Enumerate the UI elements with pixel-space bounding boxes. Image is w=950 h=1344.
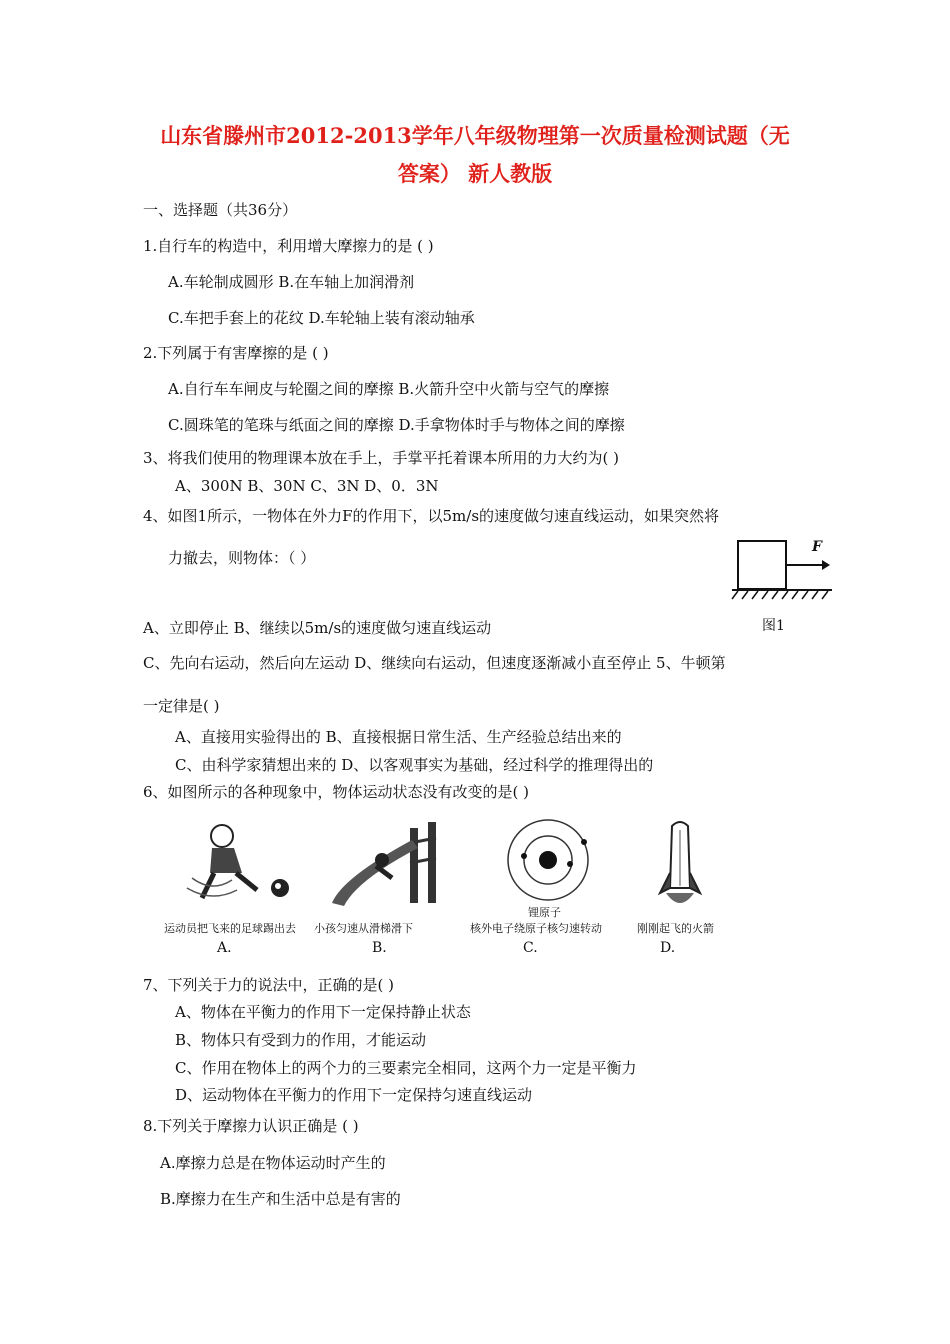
q4-options-cd: C、先向右运动，然后向左运动 D、继续向右运动，但速度逐渐减小直至停止 5、牛顿第 — [143, 654, 726, 672]
q7-option-b: B、物体只有受到力的作用，才能运动 — [175, 1031, 427, 1049]
page-title-line1: 山东省滕州市2012-2013学年八年级物理第一次质量检测试题（无 — [160, 123, 790, 148]
picture-a-letter: A. — [217, 940, 232, 956]
picture-c-caption: 核外电子绕原子核匀速转动 — [470, 922, 602, 935]
q2-stem: 2.下列属于有害摩擦的是 ( ) — [143, 344, 329, 362]
page-title-line2: 答案） 新人教版 — [397, 161, 553, 186]
picture-a-soccer — [164, 818, 312, 956]
picture-c-letter: C. — [523, 940, 538, 956]
q5-options-ab: A、直接用实验得出的 B、直接根据日常生活、生产经验总结出来的 — [175, 728, 622, 746]
q1-options-ab: A.车轮制成圆形 B.在车轴上加润滑剂 — [168, 273, 415, 291]
q2-options-ab: A.自行车车闸皮与轮圈之间的摩擦 B.火箭升空中火箭与空气的摩擦 — [168, 380, 610, 398]
q4-stem-line1: 4、如图1所示，一物体在外力F的作用下，以5m/s的速度做匀速直线运动，如果突然将 — [143, 507, 720, 525]
picture-b-caption: 小孩匀速从滑梯滑下 — [314, 922, 413, 935]
q8-stem: 8.下列关于摩擦力认识正确是 ( ) — [143, 1117, 359, 1135]
q7-stem: 7、下列关于力的说法中，正确的是( ) — [143, 976, 395, 994]
q1-options-cd: C.车把手套上的花纹 D.车轮轴上装有滚动轴承 — [168, 309, 475, 327]
q7-option-d: D、运动物体在平衡力的作用下一定保持匀速直线运动 — [175, 1086, 533, 1104]
q4-stem-line2: 力撤去，则物体：（ ） — [168, 549, 316, 567]
picture-a-caption: 运动员把飞来的足球踢出去 — [164, 922, 296, 935]
section-heading: 一、选择题（共36分） — [143, 201, 298, 219]
picture-b-slide — [314, 818, 452, 956]
q1-stem: 1.自行车的构造中，利用增大摩擦力的是 ( ) — [143, 237, 434, 255]
force-label: F — [812, 539, 822, 555]
q7-option-c: C、作用在物体上的两个力的三要素完全相同，这两个力一定是平衡力 — [175, 1059, 637, 1077]
q8-option-b: B.摩擦力在生产和生活中总是有害的 — [160, 1190, 401, 1208]
q3-stem: 3、将我们使用的物理课本放在手上，手掌平托着课本所用的力大约为( ) — [143, 449, 620, 467]
q6-pictures — [160, 818, 740, 960]
picture-b-letter: B. — [372, 940, 387, 956]
q8-option-a: A.摩擦力总是在物体运动时产生的 — [160, 1154, 386, 1172]
soccer-kick-illustration — [172, 818, 312, 908]
figure-1-caption: 图1 — [762, 618, 785, 634]
q5-options-cd: C、由科学家猜想出来的 D、以客观事实为基础，经过科学的推理得出的 — [175, 756, 654, 774]
q5-stem: 一定律是( ) — [143, 697, 220, 715]
q6-stem: 6、如图所示的各种现象中，物体运动状态没有改变的是( ) — [143, 783, 530, 801]
lithium-atom-illustration — [478, 818, 618, 908]
picture-d-letter: D. — [660, 940, 676, 956]
picture-d-caption: 刚刚起飞的火箭 — [637, 922, 714, 935]
slide-illustration — [322, 818, 452, 908]
picture-c-atom — [470, 818, 618, 956]
picture-c-label: 锂原子 — [528, 906, 561, 919]
q7-option-a: A、物体在平衡力的作用下一定保持静止状态 — [175, 1003, 471, 1021]
q4-options-ab: A、立即停止 B、继续以5m/s的速度做匀速直线运动 — [143, 619, 492, 637]
q2-options-cd: C.圆珠笔的笔珠与纸面之间的摩擦 D.手拿物体时手与物体之间的摩擦 — [168, 416, 625, 434]
picture-d-rocket — [632, 818, 732, 956]
rocket-illustration — [632, 818, 732, 913]
q3-options: A、300N B、30N C、3N D、0．3N — [175, 477, 439, 495]
